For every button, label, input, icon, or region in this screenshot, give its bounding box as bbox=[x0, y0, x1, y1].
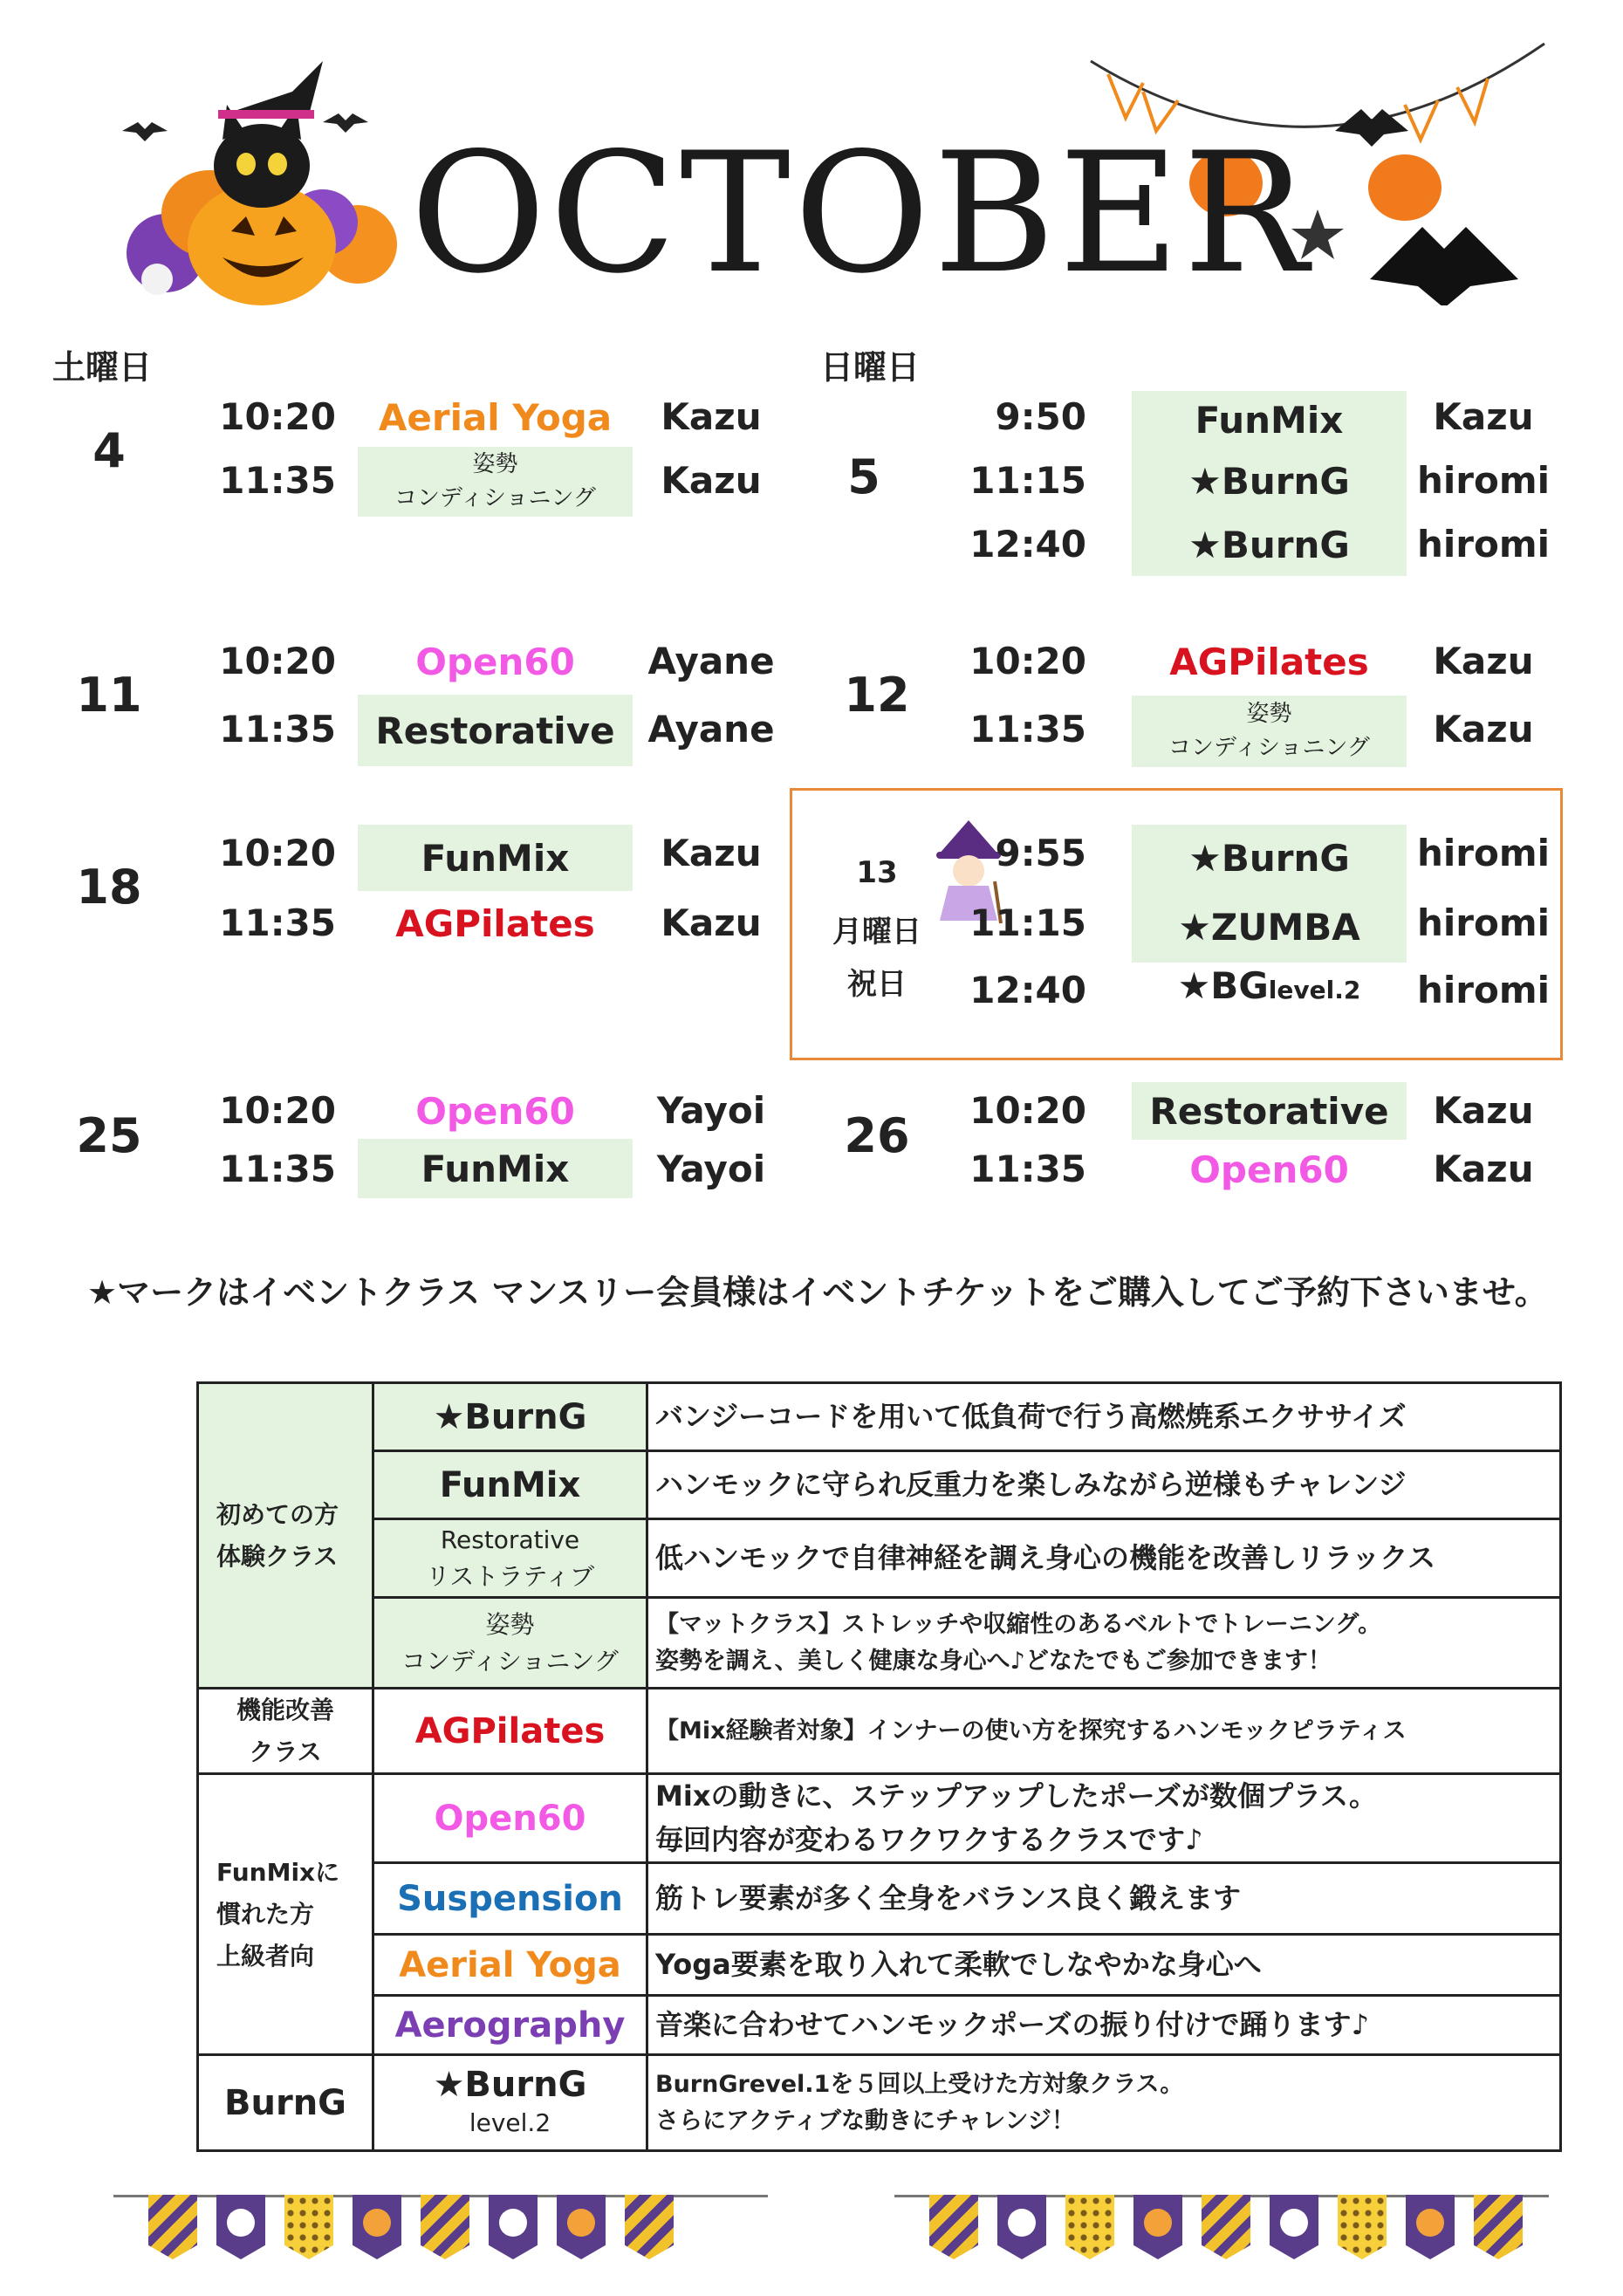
class-burng: ★BurnG bbox=[1132, 513, 1407, 576]
class-shisei-conditioning: 姿勢 コンディショニング bbox=[358, 447, 633, 517]
class-funmix: FunMix bbox=[358, 825, 633, 891]
time: 9:55 bbox=[995, 832, 1086, 874]
time: 11:35 bbox=[219, 901, 336, 944]
sunday-header: 日曜日 bbox=[820, 348, 921, 387]
time: 11:35 bbox=[219, 1148, 336, 1190]
instructor: hiromi bbox=[1416, 832, 1551, 874]
black-cat-pumpkin-illustration bbox=[105, 44, 401, 305]
legend-desc: Yoga要素を取り入れて柔軟でしなやかな身心へ bbox=[647, 1935, 1561, 1996]
halloween-bunting-flags bbox=[113, 2195, 768, 2273]
class-funmix: FunMix bbox=[1132, 391, 1407, 449]
legend-desc: BurnGrevel.1を５回以上受けた方対象クラス。 さらにアクティブな動きにチャレンジ！ bbox=[647, 2055, 1561, 2151]
time: 11:35 bbox=[969, 708, 1086, 750]
legend-desc: バンジーコードを用いて低負荷で行う高燃焼系エクササイズ bbox=[647, 1383, 1561, 1451]
time: 12:40 bbox=[969, 969, 1086, 1011]
day-11: 11 bbox=[76, 668, 142, 723]
legend-name: AGPilates bbox=[373, 1689, 647, 1774]
instructor: hiromi bbox=[1416, 523, 1551, 565]
legend-desc: 筋トレ要素が多く全身をバランス良く鍛えます bbox=[647, 1863, 1561, 1935]
page-title: OCTOBER bbox=[410, 117, 1312, 310]
legend-name: Restorative リストラティブ bbox=[373, 1519, 647, 1598]
class-bg-level2: ★BG level.2 bbox=[1177, 964, 1361, 1007]
legend-name: FunMix bbox=[373, 1451, 647, 1519]
weekday-label: 月曜日 bbox=[832, 915, 921, 949]
class-restorative: Restorative bbox=[358, 695, 633, 766]
class-funmix: FunMix bbox=[358, 1139, 633, 1198]
saturday-header: 土曜日 bbox=[52, 348, 153, 387]
category-advanced: FunMixに 慣れた方 上級者向 bbox=[198, 1774, 373, 2055]
instructor: Ayane bbox=[647, 640, 775, 682]
time: 12:40 bbox=[969, 523, 1086, 565]
legend-desc: 低ハンモックで自律神経を調え身心の機能を改善しリラックス bbox=[647, 1519, 1561, 1598]
legend-name: 姿勢 コンディショニング bbox=[373, 1598, 647, 1689]
class-agpilates: AGPilates bbox=[395, 901, 595, 945]
category-beginner: 初めての方 体験クラス bbox=[198, 1383, 373, 1689]
category-function: 機能改善 クラス bbox=[198, 1689, 373, 1774]
halloween-bunting-flags bbox=[894, 2195, 1549, 2273]
instructor: Kazu bbox=[1433, 1148, 1534, 1190]
time: 10:20 bbox=[219, 395, 336, 438]
class-aerial-yoga: Aerial Yoga bbox=[378, 395, 613, 439]
instructor: Ayane bbox=[647, 708, 775, 750]
instructor: Kazu bbox=[1433, 1089, 1534, 1132]
class-burng: ★BurnG bbox=[1132, 449, 1407, 513]
class-burng: ★BurnG bbox=[1132, 825, 1407, 891]
instructor: Kazu bbox=[661, 901, 762, 944]
category-burng: BurnG bbox=[198, 2055, 373, 2151]
instructor: Kazu bbox=[1433, 395, 1534, 438]
class-agpilates: AGPilates bbox=[1169, 640, 1369, 683]
legend-desc: Mixの動きに、ステップアップしたポーズが数個プラス。 毎回内容が変わるワクワクするクラスです♪ bbox=[647, 1774, 1561, 1863]
class-open60: Open60 bbox=[415, 1089, 575, 1133]
time: 10:20 bbox=[969, 1089, 1086, 1132]
time: 11:35 bbox=[219, 708, 336, 750]
instructor: Kazu bbox=[1433, 708, 1534, 750]
time: 11:35 bbox=[219, 459, 336, 502]
time: 10:20 bbox=[219, 1089, 336, 1132]
day-26: 26 bbox=[844, 1108, 910, 1163]
class-open60: Open60 bbox=[1189, 1148, 1349, 1191]
time: 10:20 bbox=[219, 640, 336, 682]
legend-name: Aerography bbox=[373, 1996, 647, 2055]
day-5: 5 bbox=[847, 449, 880, 504]
class-legend-table bbox=[196, 1381, 1562, 2152]
time: 10:20 bbox=[969, 640, 1086, 682]
day-25: 25 bbox=[76, 1108, 142, 1163]
legend-name: Suspension bbox=[373, 1863, 647, 1935]
instructor: Yayoi bbox=[656, 1148, 766, 1190]
class-open60: Open60 bbox=[415, 640, 575, 683]
instructor: Kazu bbox=[1433, 640, 1534, 682]
instructor: Kazu bbox=[661, 395, 762, 438]
day-13: 13 bbox=[856, 855, 898, 890]
legend-name: ★BurnG level.2 bbox=[373, 2055, 647, 2151]
class-restorative: Restorative bbox=[1132, 1082, 1407, 1140]
instructor: hiromi bbox=[1416, 459, 1551, 502]
legend-desc: ハンモックに守られ反重力を楽しみながら逆様もチャレンジ bbox=[647, 1451, 1561, 1519]
time: 9:50 bbox=[995, 395, 1086, 438]
day-18: 18 bbox=[76, 860, 142, 915]
instructor: Kazu bbox=[661, 832, 762, 874]
holiday-label: 祝日 bbox=[847, 967, 907, 1002]
day-4: 4 bbox=[92, 423, 126, 478]
day-12: 12 bbox=[844, 668, 910, 723]
legend-name: Open60 bbox=[373, 1774, 647, 1863]
time: 11:15 bbox=[969, 459, 1086, 502]
class-zumba: ★ZUMBA bbox=[1132, 891, 1407, 963]
legend-desc: 【マットクラス】ストレッチや収縮性のあるベルトでトレーニング。 姿勢を調え、美しく健康な身心へ♪どなたでもご参加できます！ bbox=[647, 1598, 1561, 1689]
legend-name: ★BurnG bbox=[373, 1383, 647, 1451]
time: 10:20 bbox=[219, 832, 336, 874]
legend-desc: 音楽に合わせてハンモックポーズの振り付けで踊ります♪ bbox=[647, 1996, 1561, 2055]
legend-name: Aerial Yoga bbox=[373, 1935, 647, 1996]
legend-desc: 【Mix経験者対象】インナーの使い方を探究するハンモックピラティス bbox=[647, 1689, 1561, 1774]
time: 11:15 bbox=[969, 901, 1086, 944]
instructor: hiromi bbox=[1416, 901, 1551, 944]
instructor: hiromi bbox=[1416, 969, 1551, 1011]
instructor: Yayoi bbox=[656, 1089, 766, 1132]
event-note: ★マークはイベントクラス マンスリー会員様はイベントチケットをご購入してご予約下さいませ。 bbox=[87, 1273, 1548, 1312]
instructor: Kazu bbox=[661, 459, 762, 502]
class-shisei-conditioning: 姿勢 コンディショニング bbox=[1132, 696, 1407, 767]
time: 11:35 bbox=[969, 1148, 1086, 1190]
